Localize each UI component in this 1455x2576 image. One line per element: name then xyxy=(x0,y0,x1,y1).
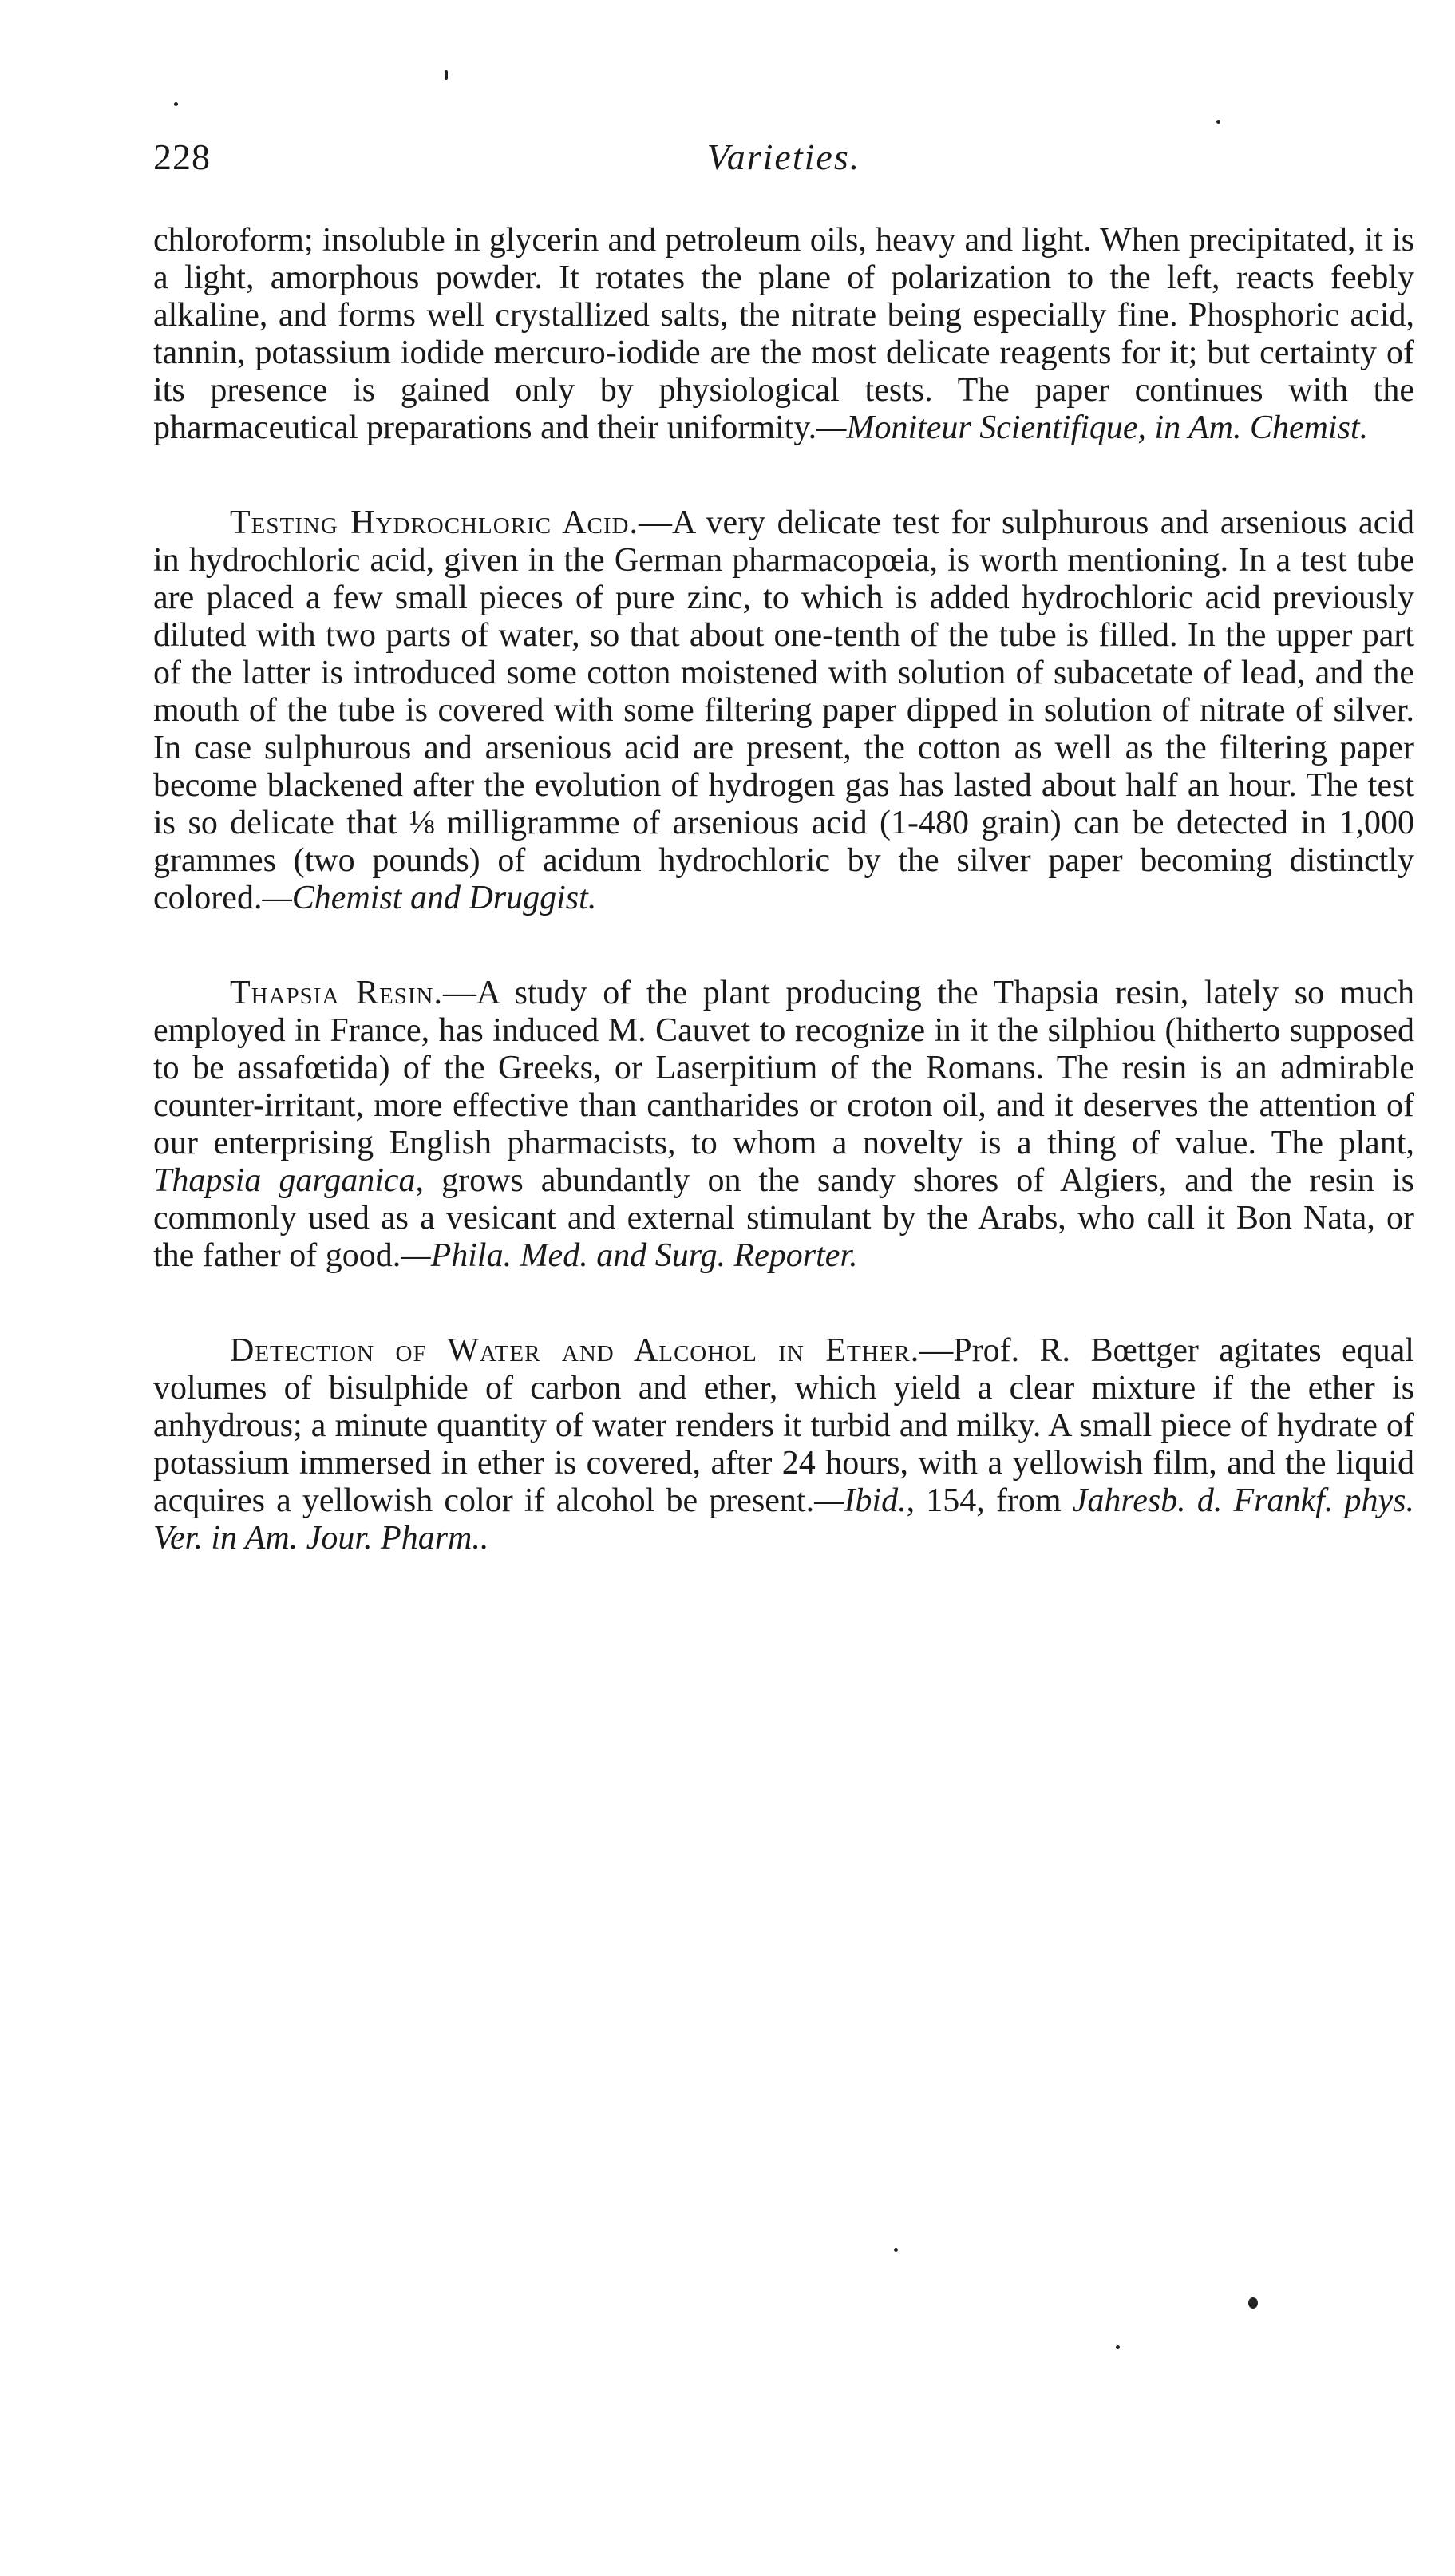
paragraph-text: —A very delicate test for sulphurous and arsenious acid in hydrochloric acid, given in the German pharmacopœia, is worth mentioning. In a test tube are placed a few small pieces of pure zinc, to which is added hydrochloric acid previously diluted with two parts of water, so that about one-tenth of the tube is filled. In the upper part of the latter is introduced some cotton moistened with solution of subacetate of lead, and the mouth of the tube is covered with some filtering paper dipped in solution of nitrate of silver. In case sulphurous and arsenious acid are present, the cotton as well as the filtering paper become blackened after the evolution of hydrogen gas has lasted about half an hour. The test is so delicate that ⅛ milligramme of arsenious acid (1-480 grain) can be detected in 1,000 grammes (two pounds) of acidum hydrochloric by the silver paper becoming distinctly colored. xyxy=(153,505,1414,916)
scan-speck xyxy=(445,70,448,80)
running-title: Varieties. xyxy=(706,137,861,177)
source-citation: —Phila. Med. and Surg. Reporter. xyxy=(401,1237,858,1274)
page-header xyxy=(153,136,1414,200)
article-detection-water-alcohol-ether xyxy=(153,1332,1414,1557)
paragraph-text: —A study of the plant producing the Thapsia resin, lately so much employed in France, has induced M. Cauvet to recognize in it the silphiou (hitherto supposed to be assafœtida) of the Greeks, or Laserpitium of the Romans. The resin is an admirable counter-irritant, more effective than cantharides or croton oil, and it deserves the attention of our enterprising English pharmacists, to whom a novelty is a thing of value. The plant, xyxy=(153,975,1414,1161)
scan-speck xyxy=(894,2248,898,2252)
source-citation: Jahresb. d. Frankf. phys. Ver. in Am. Jour. Pharm.. xyxy=(153,1482,1414,1557)
continued-paragraph xyxy=(153,222,1414,447)
paragraph-text: chloroform; insoluble in glycerin and petroleum oils, heavy and light. When precipitated, it is a light, amorphous powder. It rotates the plane of polarization to the left, reacts feebly alkaline, and forms well crystallized salts, the nitrate being especially fine. Phosphoric acid, tannin, potassium iodide mercuro-iodide are the most delicate reagents for it; but certainty of its presence is gained only by physiological tests. The paper continues with the pharmaceutical preparations and their uniformity. xyxy=(153,222,1414,446)
source-citation-mid: , 154, from xyxy=(906,1482,1073,1519)
source-citation: —Moniteur Scientifique, in Am. Chemist. xyxy=(816,410,1369,446)
source-citation: —Chemist and Druggist. xyxy=(262,880,597,916)
article-thapsia-resin xyxy=(153,975,1414,1275)
paragraph-text: , grows abundantly on the sandy shores of Algiers, and the resin is commonly used as a vesicant and external stimulant by the Arabs, who call it Bon Nata, or the father of good. xyxy=(153,1162,1414,1274)
article-testing-hydrochloric-acid xyxy=(153,505,1414,917)
species-name: Thapsia garganica xyxy=(153,1162,416,1199)
paragraph-text: —Prof. R. Bœttger agitates equal volumes of bisulphide of carbon and ether, which yield a clear mixture if the ether is anhydrous; a minute quantity of water renders it turbid and milky. A small piece of hydrate of potassium immersed in ether is covered, after 24 hours, with a yellowish film, and the liquid acquires a yellowish color if alcohol be present. xyxy=(153,1332,1414,1519)
scan-speck xyxy=(1248,2297,1258,2309)
article-heading: Thapsia Resin. xyxy=(230,975,443,1011)
article-heading: Detection of Water and Alcohol in Ether. xyxy=(230,1332,920,1369)
scan-speck xyxy=(1116,2345,1120,2349)
source-citation: —Ibid. xyxy=(814,1482,907,1519)
scan-speck xyxy=(1216,120,1220,124)
article-heading: Testing Hydrochloric Acid. xyxy=(230,505,639,541)
page-body xyxy=(153,222,1414,1615)
scan-speck xyxy=(174,102,178,106)
page-number: 228 xyxy=(153,137,211,177)
